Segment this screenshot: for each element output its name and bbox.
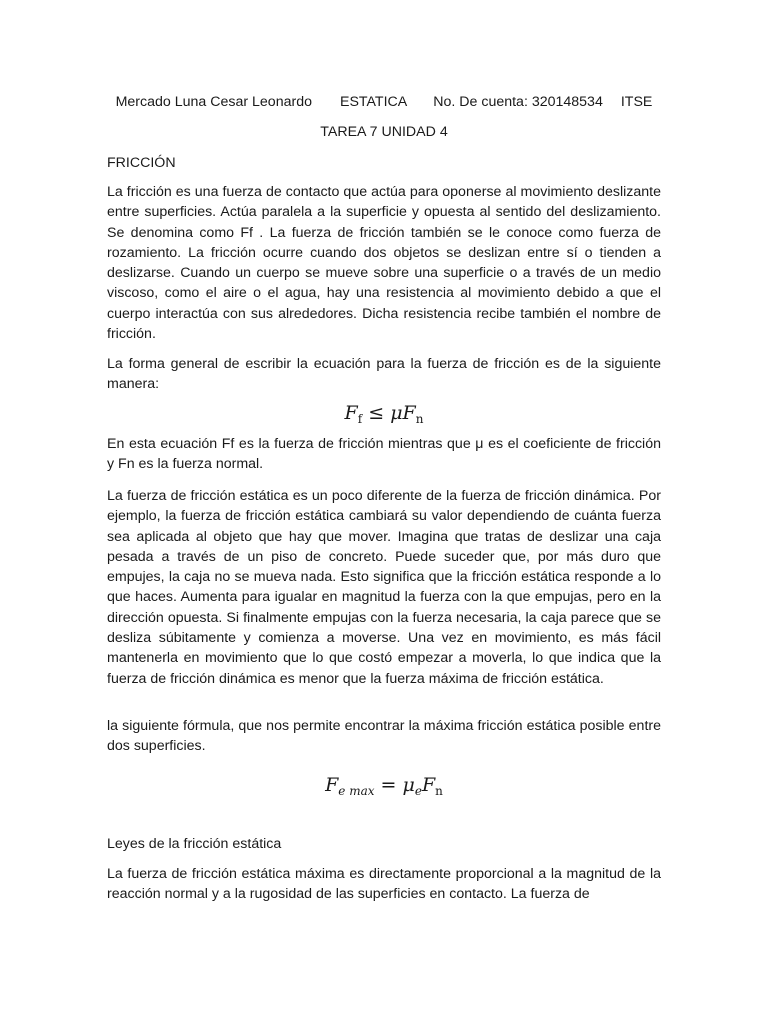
paragraph-static-friction: La fuerza de fricción estática es un poco diferente de la fuerza de fricción dinámica. Por ejemplo, la fuerza de fricción estática cambiará su valor dependiendo de cuánta fuerza sea aplicada al objeto que hay que mover. Imagina que tratas de deslizar una caja pesada a través de un piso de concreto. Puede suceder que, por más duro que empujes, la caja no se mueva nada. Esto significa que la fricción estática responde a lo que haces. Aumenta para igualar en magnitud la fuerza con la que empujas, pero en la dirección opuesta. Si finalmente empujas con la fuerza necesaria, la caja parece que se desliza súbitamente y comienza a moverse. Una vez en movimiento, es más fácil mantenerla en movimiento que lo que costó empezar a moverla, lo que indica que la fuerza de fricción dinámica es menor que la fuerza máxima de fricción estática.: [107, 488, 661, 687]
section-title-friccion: FRICCIÓN: [107, 155, 176, 171]
formula-subscript: n: [415, 412, 424, 426]
formula-subscript: e max: [338, 784, 375, 798]
header-line: [0, 92, 768, 112]
paragraph-intro: La fricción es una fuerza de contacto que actúa para oponerse al movimiento deslizante entre superficies. Actúa paralela a la superficie y opuesta al sentido del deslizamiento. Se denomina como Ff . La fuerza de fricción también se le conoce como fuerza de rozamiento. La fricción ocurre cuando dos objetos se deslizan entre sí o tienden a deslizarse. Cuando un cuerpo se mueve sobre una superficie o a través de un medio viscoso, como el aire o el agua, hay una resistencia al movimiento debido a que el cuerpo interactúa con sus alrededores. Dicha resistencia recibe también el nombre de fricción.: [107, 184, 661, 343]
formula-subscript: e: [414, 784, 422, 798]
paragraph-formula-intro: la siguiente fórmula, que nos permite encontrar la máxima fricción estática posible entre dos superficies.: [107, 718, 661, 755]
formula-operator: =: [380, 774, 397, 796]
section-title-leyes: Leyes de la fricción estática: [107, 836, 282, 852]
formula-symbol: F: [421, 774, 436, 796]
formula-symbol: F: [402, 402, 416, 424]
school-name: ITSE: [620, 94, 653, 110]
account-number: No. De cuenta: 320148534: [433, 94, 603, 110]
assignment-title: TAREA 7 UNIDAD 4: [320, 124, 448, 140]
subject-name: ESTATICA: [339, 94, 408, 110]
formula-symbol: μ: [402, 774, 415, 796]
formula-symbol: F: [344, 402, 358, 424]
formula-subscript: n: [435, 784, 443, 798]
friction-inequality-formula: [0, 401, 768, 431]
formula-symbol: F: [325, 774, 339, 796]
formula-symbol: μ: [390, 402, 403, 424]
max-static-friction-formula: [0, 773, 768, 803]
paragraph-equation-intro: La forma general de escribir la ecuación para la fuerza de fricción es de la siguiente manera:: [107, 356, 661, 393]
paragraph-equation-explanation: En esta ecuación Ff es la fuerza de fricción mientras que μ es el coeficiente de fricción y Fn es la fuerza normal.: [107, 436, 661, 473]
author-name: Mercado Luna Cesar Leonardo: [115, 94, 312, 110]
formula-subscript: f: [357, 412, 363, 426]
formula-operator: ≤: [368, 402, 385, 424]
paragraph-laws: La fuerza de fricción estática máxima es directamente proporcional a la magnitud de la reacción normal y a la rugosidad de las superficies en contacto. La fuerza de: [107, 866, 661, 903]
